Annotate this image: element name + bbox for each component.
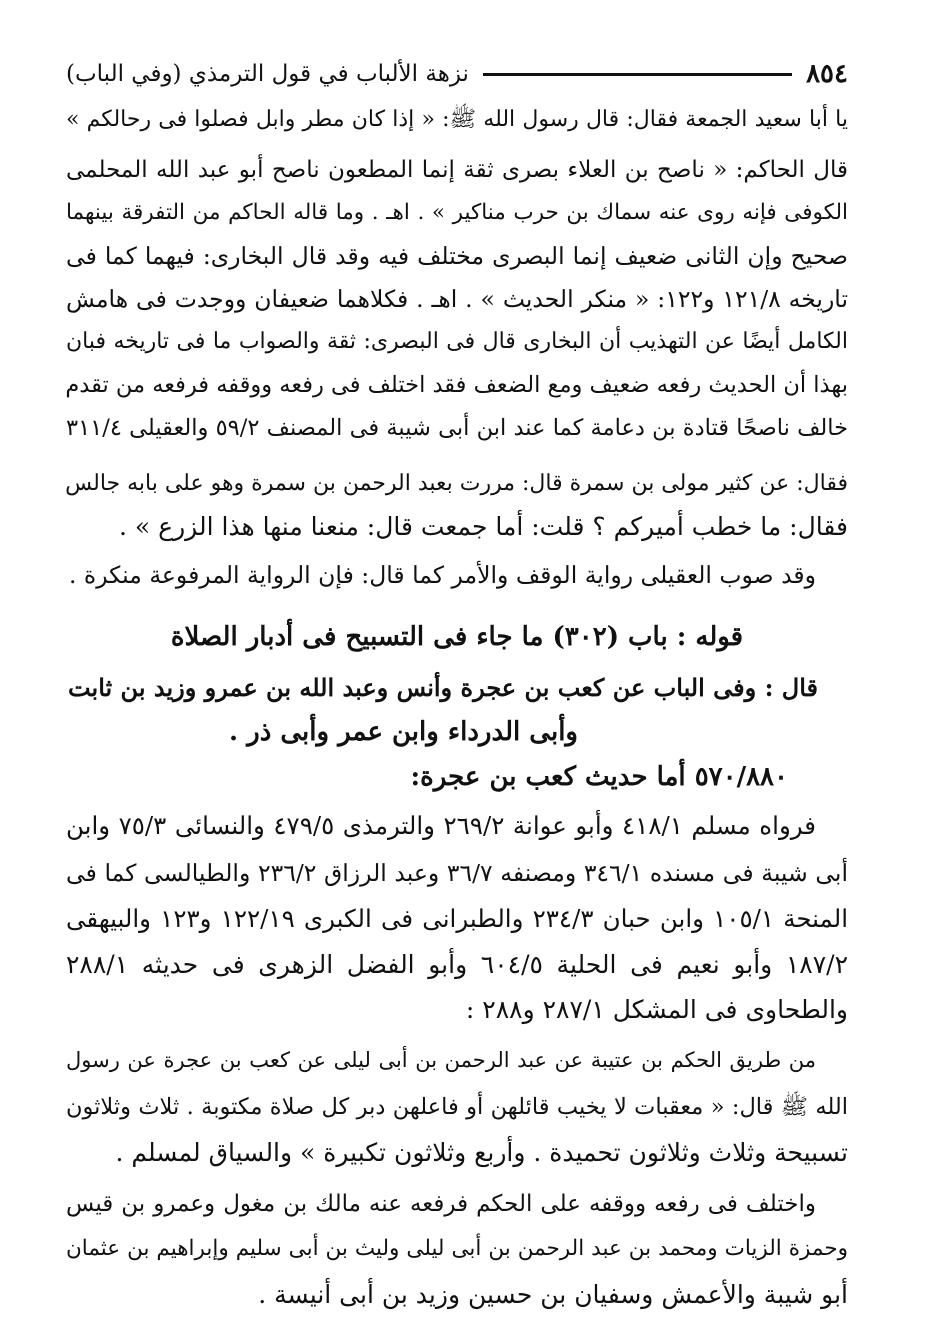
text-line: صحيح وإن الثانى ضعيف إنما البصرى مختلف فيه وقد قال البخارى: فيهما كما فى [66, 242, 848, 270]
page-number: ٨٥٤ [806, 59, 848, 89]
text-line: من طريق الحكم بن عتيبة عن عبد الرحمن بن أبى ليلى عن كعب بن عجرة عن رسول [66, 1048, 816, 1072]
text-line: وحمزة الزيات ومحمد بن عبد الرحمن بن أبى ليلى وليث بن أبى سليم وإبراهيم بن عثمان [66, 1236, 848, 1261]
text-line: الكامل أيضًا عن التهذيب أن البخارى قال فى البصرى: ثقة والصواب ما فى تاريخه فبان [66, 329, 848, 354]
text-line: أبى شيبة فى مسنده ٣٤٦/١ ومصنفه ٣٦/٧ وعبد الرزاق ٢٣٦/٢ والطيالسى كما فى [66, 859, 849, 887]
text-line: المنحة ١٠٥/١ وابن حبان ٢٣٤/٣ والطبرانى فى الكبرى ١٢٢/١٩ و١٢٣ والبيهقى [66, 904, 848, 933]
section-heading: ٥٧٠/٨٨٠ أما حديث كعب بن عجرة: [410, 762, 788, 792]
running-header [66, 54, 848, 94]
text-line: الكوفى فإنه روى عنه سماك بن حرب مناكير » . اهـ . وما قاله الحاكم من التفرقة بينهما [66, 200, 848, 225]
text-line: وقد صوب العقيلى رواية الوقف والأمر كما قال: فإن الرواية المرفوعة منكرة . [68, 561, 816, 589]
text-line: قال الحاكم: « ناصح بن العلاء بصرى ثقة إنما المطعون ناصح أبو عبد الله المحلمى [66, 157, 848, 183]
text-line: ١٨٧/٢ وأبو نعيم فى الحلية ٦٠٤/٥ وأبو الفضل الزهرى فى حديثه ٢٨٨/١ [66, 950, 848, 979]
text-line: فرواه مسلم ٤١٨/١ وأبو عوانة ٢٦٩/٢ والترمذى ٤٧٩/٥ والنسائى ٧٥/٣ وابن [66, 811, 817, 840]
running-title: نزهة الألباب في قول الترمذي (وفي الباب) [66, 61, 469, 87]
chapter-text-line: وأبى الدرداء وابن عمر وأبى ذر . [229, 717, 578, 747]
text-line: يا أبا سعيد الجمعة فقال: قال رسول الله ﷺ: « إذا كان مطر وابل فصلوا فى رحالكم » [66, 107, 848, 132]
text-line: تاريخه ١٢١/٨ و١٢٢: « منكر الحديث » . اهـ . فكلاهما ضعيفان ووجدت فى هامش [66, 285, 848, 313]
header-rule [483, 73, 792, 76]
text-line: تسبيحة وثلاث وثلاثون تحميدة . وأربع وثلاثون تكبيرة » والسياق لمسلم . [115, 1138, 848, 1167]
chapter-text-line: قال : وفى الباب عن كعب بن عجرة وأنس وعبد الله بن عمرو وزيد بن ثابت [67, 673, 818, 702]
text-line: أبو شيبة والأعمش وسفيان بن حسين وزيد بن أبى أنيسة . [258, 1280, 848, 1309]
text-line: الله ﷺ قال: « معقبات لا يخيب قائلهن أو فاعلهن دبر كل صلاة مكتوبة . ثلاث وثلاثون [66, 1094, 848, 1120]
chapter-heading: قوله : باب (٣٠٢) ما جاء فى التسبيح فى أدبار الصلاة [170, 622, 744, 652]
text-line: فقال: عن كثير مولى بن سمرة قال: مررت بعبد الرحمن بن سمرة وهو على بابه جالس [65, 471, 848, 496]
text-line: فقال: ما خطب أميركم ؟ قلت: أما جمعت قال: منعنا منها هذا الزرع » . [119, 512, 848, 541]
text-line: خالف ناصحًا قتادة بن دعامة كما عند ابن أبى شيبة فى المصنف ٥٩/٢ والعقيلى ٣١١/٤ [66, 415, 848, 441]
text-line: بهذا أن الحديث رفعه ضعيف ومع الضعف فقد اختلف فى رفعه ووقفه فرفعه من تقدم [65, 372, 848, 398]
text-line: والطحاوى فى المشكل ٢٨٧/١ و٢٨٨ : [465, 995, 848, 1024]
text-line: واختلف فى رفعه ووقفه على الحكم فرفعه عنه مالك بن مغول وعمرو بن قيس [66, 1191, 816, 1217]
